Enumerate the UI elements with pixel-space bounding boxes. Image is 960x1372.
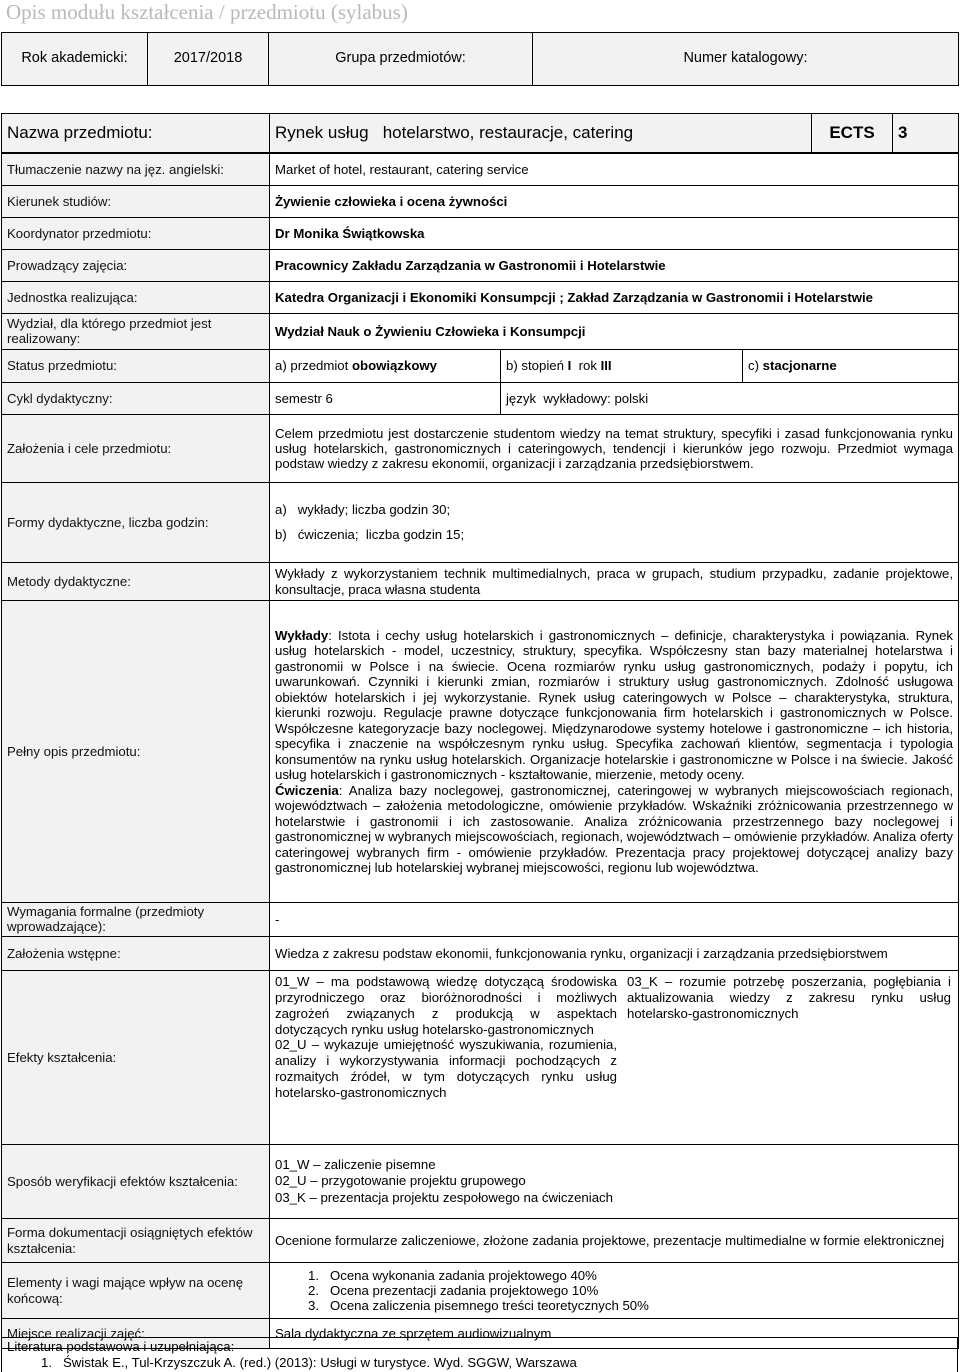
status-b bbox=[501, 350, 743, 383]
elementy-value bbox=[270, 1263, 959, 1319]
status-c-prefix: c) bbox=[748, 358, 763, 374]
pelny-wyk-text: : Istota i cechy usług hotelarskich i gastronomicznych – definicje, charakterystyka i powiązania. Rynek usług hotelarskich - model, uczestnicy, struktury, specyfika. Współczesny stan bazy materialnej hotelarstwa i gastronomii w Polsce i na świecie. Ocena rozmiarów rynku usług gastronomicznych, podaży i popytu, ich uwarunkowań. Czynniki i kierunki zmian, rozmiarów i struktury usług gastronomicznych. Zdolność usługowa obiektów hotelarskich i jej wykorzystanie. Rynek usług cateringowych w Polsce – charakterystyka, struktura, kierunki rozwoju. Regulacje prawne dotyczące funkcjonowania firm hotelarskich i gastronomicznych w Polsce. Współczesne kategoryzacje bazy noclegowej. Międzynarodowe systemy hotelowe i gastronomiczne – ich historia, specyfika i znaczenie na współczesnym rynku usług. Specyfika zachowań klientów, segmentacja i typologia konsumentów na rynku usług hotelarskich. Organizacje hotelarskie i gastronomiczne w Polsce i na świecie. Jakość usług hotelarskich i gastronomicznych - kształtowanie, mierzenie, metody oceny. bbox=[275, 627, 953, 782]
miejsce-label: Miejsce realizacji zajęć: bbox=[2, 1319, 270, 1349]
sposob-value bbox=[270, 1145, 959, 1219]
formy-a: a) wykłady; liczba godzin 30; bbox=[275, 502, 451, 518]
literatura-item: 1. Świstak E., Tul-Krzyszczuk A. (red.) (2013): Usługi w turystyce. Wyd. SGGW, Warszawa bbox=[41, 1354, 577, 1370]
status-c bbox=[743, 350, 959, 383]
pelny-wyk-label: Wykłady bbox=[275, 627, 329, 643]
kier-value: Żywienie człowieka i ocena żywności bbox=[270, 186, 959, 218]
forma-dok-label: Forma dokumentacji osiągniętych efektów kształcenia: bbox=[2, 1219, 270, 1263]
metody-value: Wykłady z wykorzystaniem technik multimedialnych, praca w grupach, studium przypadku, zadanie projektowe, konsultacje, praca własna studenta bbox=[270, 563, 959, 601]
cykl-jezyk: język wykładowy: polski bbox=[501, 383, 959, 415]
prow-label: Prowadzący zajęcia: bbox=[2, 250, 270, 282]
koord-value: Dr Monika Świątkowska bbox=[270, 218, 959, 250]
status-a bbox=[270, 350, 501, 383]
ects-label: ECTS bbox=[812, 114, 893, 153]
sposob-label: Sposób weryfikacji efektów kształcenia: bbox=[2, 1145, 270, 1219]
jedn-label: Jednostka realizująca: bbox=[2, 282, 270, 314]
efekty-u: 02_U – wykazuje umiejętność wyszukiwania, rozumienia, analizy i wykorzystywania informacji pochodzących z rozmaitych źródeł, w tym dotyczących rynku usług hotelarsko-gastronomicznych bbox=[275, 1037, 617, 1100]
prow-value: Pracownicy Zakładu Zarządzania w Gastronomii i Hotelarstwie bbox=[270, 250, 959, 282]
efekty-w: 01_W – ma podstawową wiedzę dotyczącą środowiska przyrodniczego oraz bioróżnorodności i możliwych zagrożeń związanych z produkcją w aspektach dotyczących rynku usług hotelarsko-gastronomicznych bbox=[275, 974, 617, 1037]
status-b-rok-value: III bbox=[600, 358, 612, 374]
sposob-item: 01_W – zaliczenie pisemne bbox=[275, 1156, 436, 1172]
course-name-table bbox=[1, 113, 959, 153]
pelny-value bbox=[270, 601, 959, 903]
wymagania-label: Wymagania formalne (przedmioty wprowadzające): bbox=[2, 903, 270, 937]
status-b-value: I bbox=[567, 358, 572, 374]
literatura-label: Literatura podstawowa i uzupełniająca: bbox=[7, 1339, 235, 1354]
page-title: Opis modułu kształcenia / przedmiotu (sylabus) bbox=[6, 0, 408, 24]
zalozenia-value: Celem przedmiotu jest dostarczenie studentom wiedzy na temat struktury, specyfiki i zasad funkcjonowania rynku usług hotelarskich, gastronomicznych i cateringowych, tendencji i kierunków jego rozwoju. Przedmiot wymaga podstaw wiedzy z zakresu ekonomii, organizacji i zarządzania przedsiębiorstwem. bbox=[270, 415, 959, 483]
formy-label: Formy dydaktyczne, liczba godzin: bbox=[2, 483, 270, 563]
status-a-value: obowiązkowy bbox=[351, 358, 437, 374]
efekty-value bbox=[270, 971, 959, 1145]
efekty-label: Efekty kształcenia: bbox=[2, 971, 270, 1145]
koord-label: Koordynator przedmiotu: bbox=[2, 218, 270, 250]
rok-value: 2017/2018 bbox=[148, 33, 269, 86]
syllabus-table bbox=[1, 153, 959, 1349]
wymagania-value: - bbox=[270, 903, 959, 937]
tlum-value: Market of hotel, restaurant, catering service bbox=[270, 154, 959, 186]
numer-label: Numer katalogowy: bbox=[533, 33, 959, 86]
status-label: Status przedmiotu: bbox=[2, 350, 270, 383]
elementy-item: 1. Ocena wykonania zadania projektowego 40% bbox=[308, 1267, 597, 1283]
tlum-label: Tłumaczenie nazwy na jęz. angielski: bbox=[2, 154, 270, 186]
pelny-cw-text: : Analiza bazy noclegowej, gastronomicznej, cateringowej w wybranych miejscowościach regionach, województwach – założenia metodologiczne, omówienie przykładów. Wskaźniki zróżnicowania przestrzennego w hotelarstwie i gastronomii i ich zastosowanie. Analiza zróżnicowania przestrzennego bazy noclegowej i gastronomicznej w wybranych miejscowościach, regionach, województwach – omówienie przykładów. Analiza oferty cateringowej wybranych firm - omówienie przykładów. Prezentacja pracy projektowej dotyczącej analizy bazy gastronomicznej lub hotelarskiej wybranej miejscowości, regionu lub województwa. bbox=[275, 782, 953, 875]
metody-label: Metody dydaktyczne: bbox=[2, 563, 270, 601]
zal-wst-label: Założenia wstępne: bbox=[2, 937, 270, 971]
formy-value bbox=[270, 483, 959, 563]
zal-wst-value: Wiedza z zakresu podstaw ekonomii, funkcjonowania rynku, organizacji i zarządzania przedsiębiorstwem bbox=[270, 937, 959, 971]
pelny-label: Pełny opis przedmiotu: bbox=[2, 601, 270, 903]
elementy-item: 3. Ocena zaliczenia pisemnego treści teoretycznych 50% bbox=[308, 1298, 649, 1314]
sposob-item: 02_U – przygotowanie projektu grupowego bbox=[275, 1173, 526, 1189]
formy-b: b) ćwiczenia; liczba godzin 15; bbox=[275, 527, 465, 542]
ects-value: 3 bbox=[893, 114, 959, 153]
zalozenia-label: Założenia i cele przedmiotu: bbox=[2, 415, 270, 483]
sposob-item: 03_K – prezentacja projektu zespołowego na ćwiczeniach bbox=[275, 1189, 613, 1205]
wydz-label: Wydział, dla którego przedmiot jest realizowany: bbox=[2, 314, 270, 350]
kier-label: Kierunek studiów: bbox=[2, 186, 270, 218]
status-b-prefix: b) stopień bbox=[506, 358, 568, 374]
literatura-block bbox=[1, 1337, 958, 1372]
jedn-value: Katedra Organizacji i Ekonomiki Konsumpcji ; Zakład Zarządzania w Gastronomii i Hotelarstwie bbox=[270, 282, 959, 314]
pelny-cw-label: Ćwiczenia bbox=[275, 782, 339, 798]
elementy-label: Elementy i wagi mające wpływ na ocenę końcową: bbox=[2, 1263, 270, 1319]
cykl-value: semestr 6 bbox=[270, 383, 501, 415]
miejsce-value: Sala dydaktyczna ze sprzętem audiowizualnym bbox=[270, 1319, 959, 1349]
nazwa-value: Rynek usług hotelarstwo, restauracje, catering bbox=[270, 114, 812, 153]
efekty-table bbox=[275, 974, 953, 1101]
forma-dok-value: Ocenione formularze zaliczeniowe, złożone zadania projektowe, prezentacje multimedialne w formie elektronicznej bbox=[270, 1219, 959, 1263]
efekty-k: 03_K – rozumie potrzebę poszerzania, pogłębiania i aktualizowania wiedzy z zakresu rynku usług hotelarsko-gastronomicznych bbox=[627, 974, 951, 1021]
status-a-prefix: a) przedmiot bbox=[275, 358, 352, 374]
rok-label: Rok akademicki: bbox=[2, 33, 148, 86]
nazwa-label: Nazwa przedmiotu: bbox=[2, 114, 270, 153]
efekty-w-u bbox=[275, 974, 627, 1101]
elementy-item: 2. Ocena prezentacji zadania projektowego 10% bbox=[308, 1282, 599, 1298]
wydz-value: Wydział Nauk o Żywieniu Człowieka i Konsumpcji bbox=[270, 314, 959, 350]
grupa-label: Grupa przedmiotów: bbox=[269, 33, 533, 86]
status-c-value: stacjonarne bbox=[762, 358, 837, 374]
cykl-label: Cykl dydaktyczny: bbox=[2, 383, 270, 415]
header-table bbox=[1, 32, 959, 86]
status-b-rok: rok bbox=[578, 358, 601, 374]
